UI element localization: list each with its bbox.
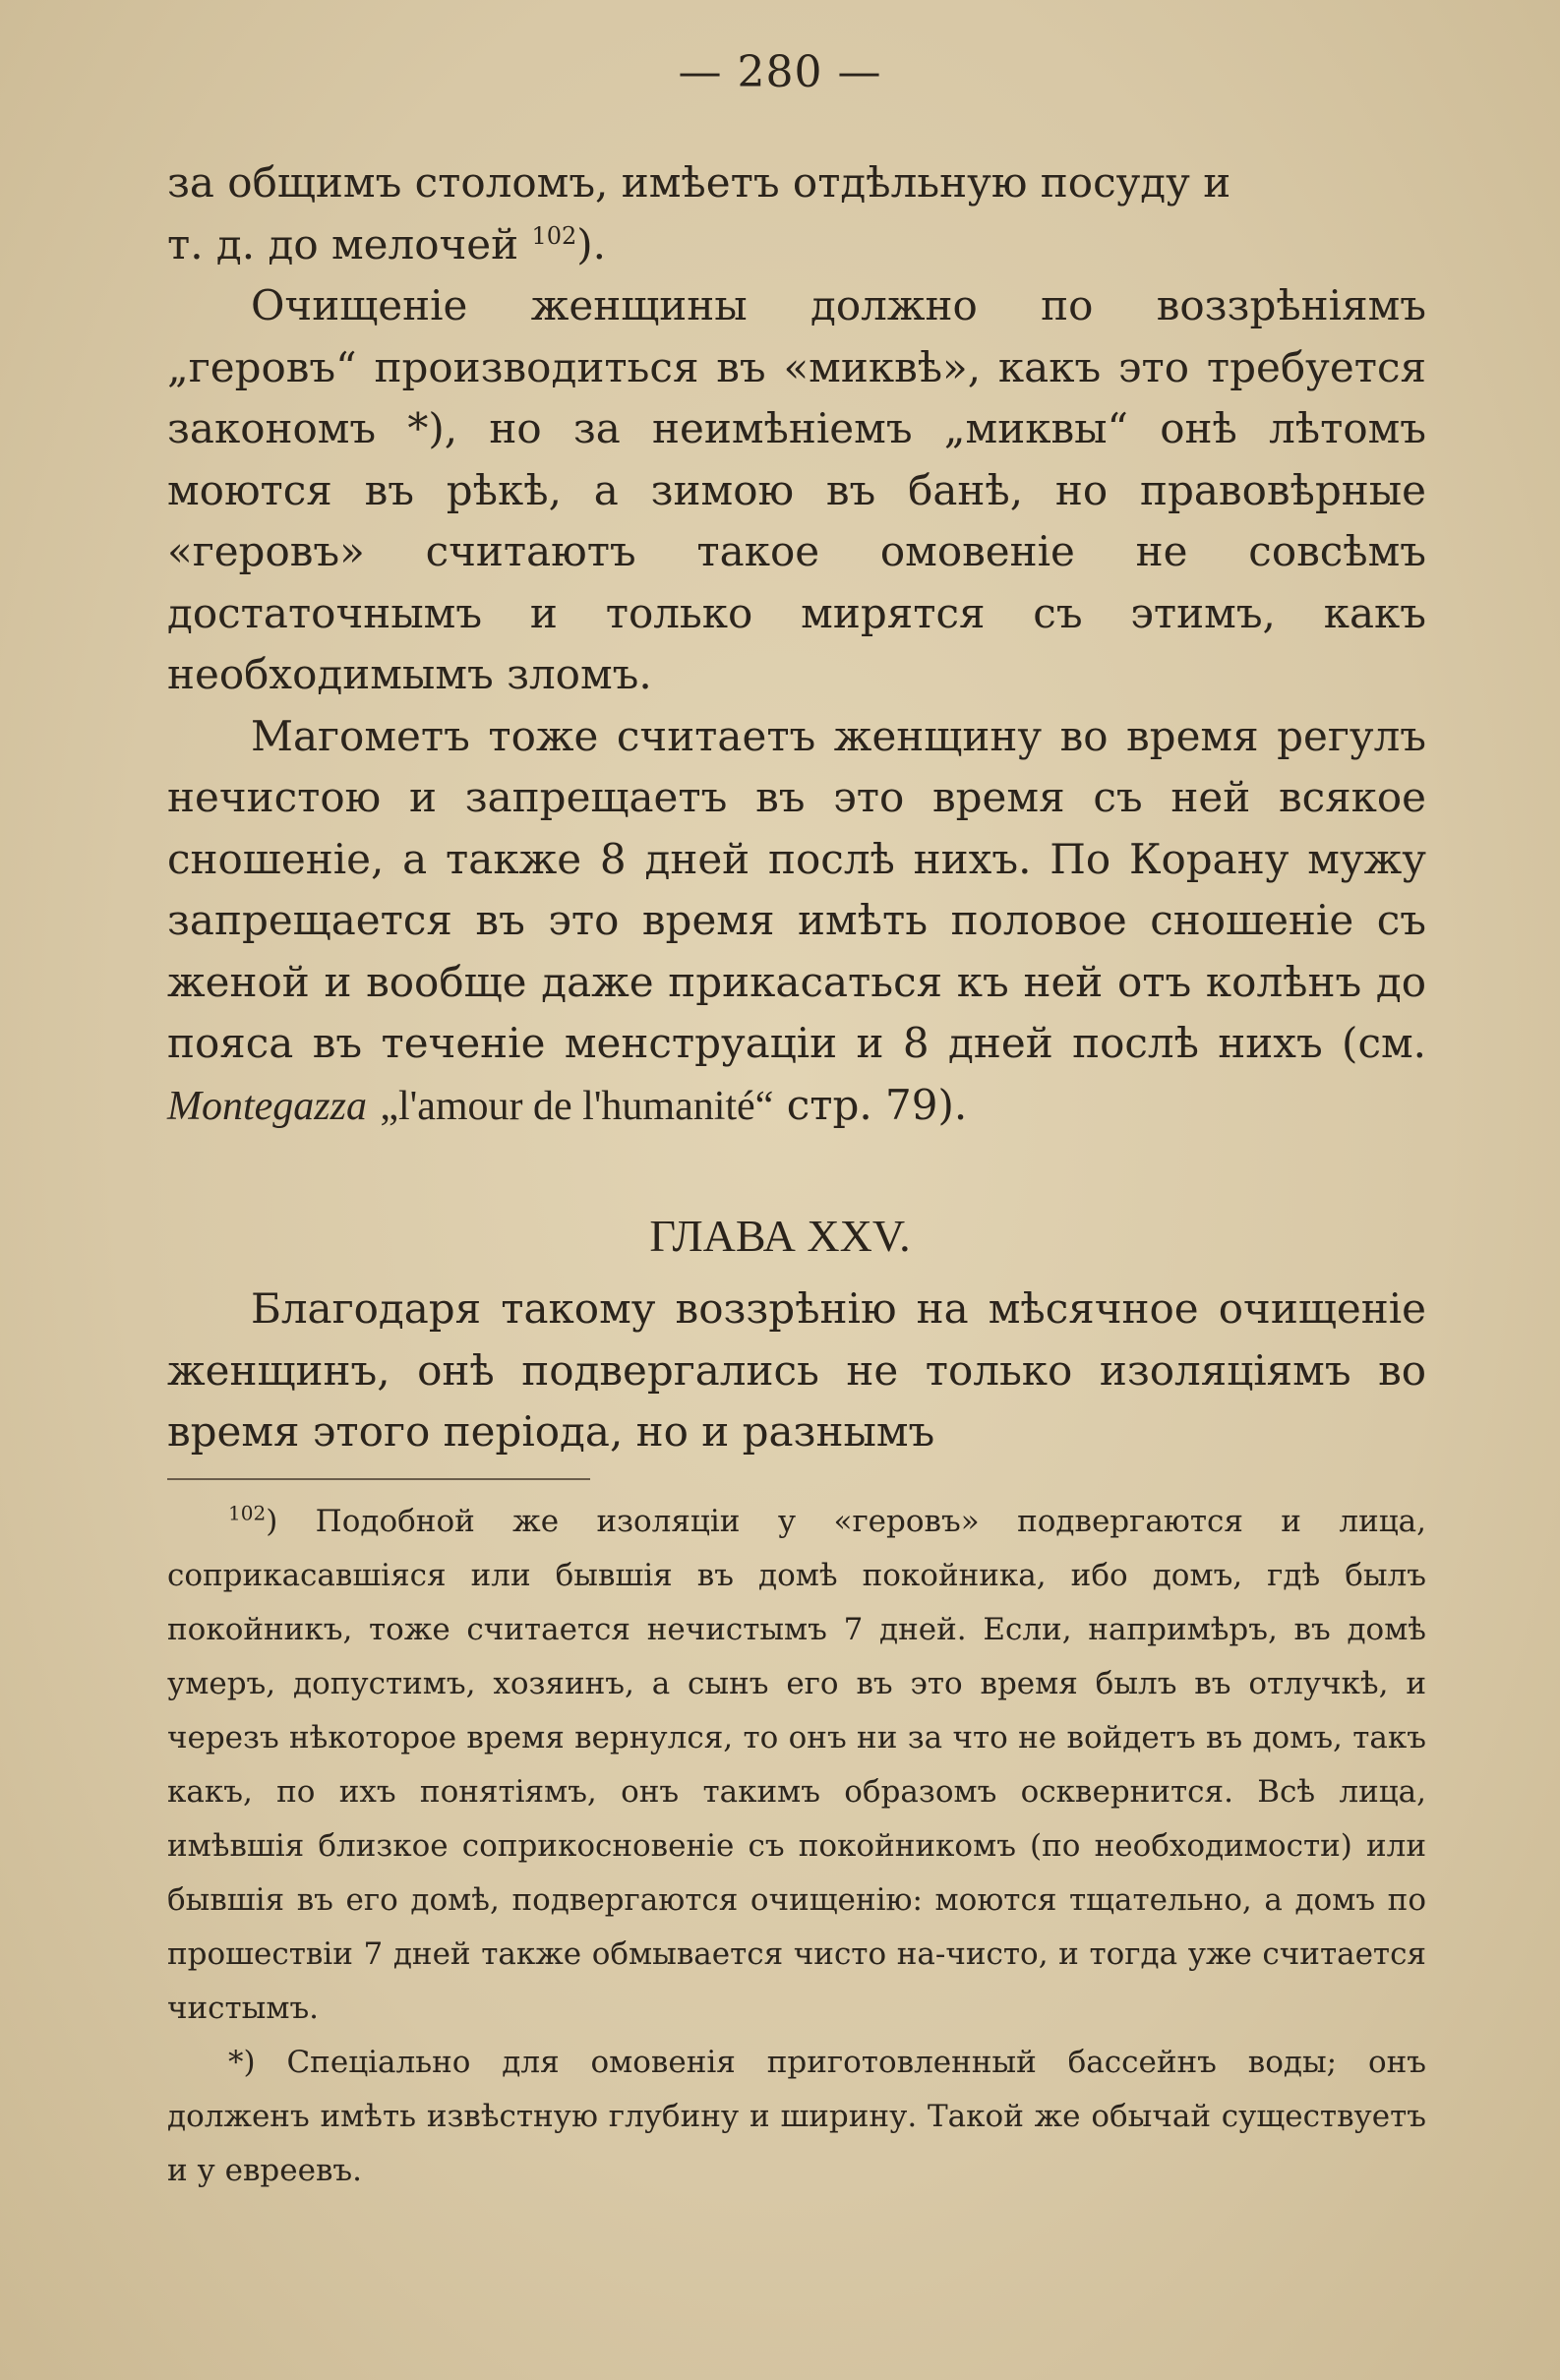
footnote-102-text: ) Подобной же изоляціи у «геровъ» подвергаются и лица, соприкасавшіяся или бывшія въ домѣ покойника, ибо домъ, гдѣ былъ покойникъ, тоже считается нечистымъ 7 дней. Если, напримѣръ, въ домѣ умеръ, допустимъ, хозяинъ, а сынъ его въ это время былъ въ отлучкѣ, и черезъ нѣкоторое время вернулся, то онъ ни за что не войдетъ въ домъ, такъ какъ, по ихъ понятіямъ, онъ такимъ образомъ осквернится. Всѣ лица, имѣвшія близкое соприкосновеніе съ покойникомъ (по необходимости) или бывшія въ его домѣ, подвергаются очищенію: моются тщательно, а домъ по прошествіи 7 дней также обмывается чисто на-чисто, и тогда уже считается чистымъ. (167, 1504, 1426, 2026)
paragraph-3-text: Магометъ тоже считаетъ женщину во время регулъ нечистою и запрещаетъ въ это время съ ней всякое сношеніе, а также 8 дней послѣ нихъ. По Корану мужу запрещается въ это время имѣть половое сношеніе съ женой и вообще даже прикасаться къ ней отъ колѣнъ до пояса въ теченіе менструаціи и 8 дней послѣ нихъ (см. (167, 711, 1426, 1067)
paragraph-1-end: ). (576, 219, 607, 268)
footnote-102 (167, 1495, 1426, 2036)
page-number: — 280 — (678, 47, 882, 97)
main-text (167, 152, 1426, 1137)
footnote-reference-102: 102 (531, 221, 577, 250)
footnotes (167, 1495, 1426, 2198)
page-reference: стр. 79). (786, 1080, 968, 1129)
paragraph-mohammed (167, 706, 1426, 1138)
paragraph-purification: Очищеніе женщины должно по воззрѣніямъ „геровъ“ производиться въ «миквѣ», какъ это требуется закономъ *), но за неимѣніемъ „миквы“ онѣ лѣтомъ моются въ рѣкѣ, а зимою въ банѣ, но правовѣрные «геровъ» считаютъ такое омовеніе не совсѣмъ достаточнымъ и только мирятся съ этимъ, какъ необходимымъ зломъ. (167, 281, 1426, 698)
chapter-heading: ГЛАВА XXV. (649, 1211, 911, 1261)
author-name: Montegazza (167, 1083, 367, 1129)
book-title: „l'amour de l'humanité“ (380, 1083, 774, 1129)
footnote-divider (167, 1478, 590, 1480)
paragraph-continuation (167, 152, 1426, 275)
chapter-paragraph: Благодаря такому воззрѣнію на мѣсячное очищеніе женщинъ, онѣ подвергались не только изоляціямъ во время этого періода, но и разнымъ (167, 1284, 1426, 1456)
paragraph-1-line-2: т. д. до мелочей (167, 219, 519, 268)
paragraph-1-line-1: за общимъ столомъ, имѣетъ отдѣльную посуду и (167, 158, 1231, 207)
footnote-star: *) Спеціально для омовенія приготовленный бассейнъ воды; онъ долженъ имѣть извѣстную глубину и ширину. Такой же обычай существуетъ и у евреевъ. (167, 2045, 1426, 2188)
chapter-text (167, 1279, 1426, 1463)
footnote-number: 102 (228, 1501, 267, 1525)
